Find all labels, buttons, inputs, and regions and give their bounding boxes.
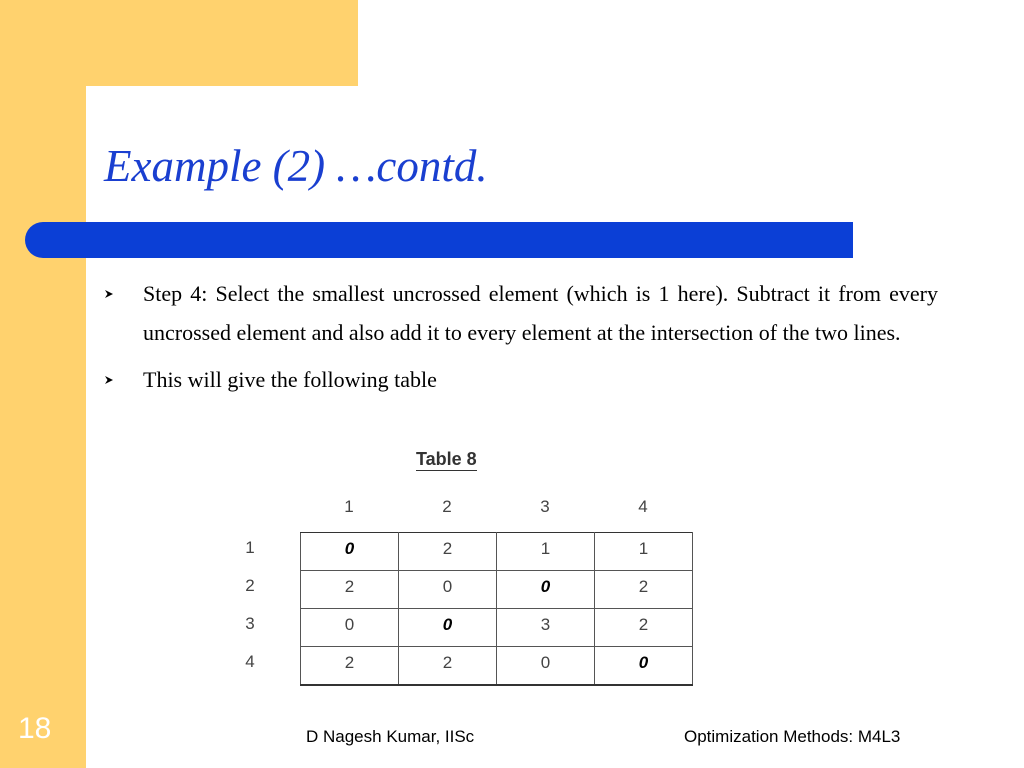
assignment-table (300, 532, 693, 686)
table-cell: 0 (399, 609, 497, 647)
bullet-text: This will give the following table (143, 367, 437, 392)
table-caption: Table 8 (416, 449, 477, 469)
row-header: 2 (245, 576, 255, 595)
slide-title: Example (2) …contd. (104, 141, 488, 191)
column-header: 4 (638, 497, 648, 516)
table-cell: 0 (497, 647, 595, 685)
footer-author: D Nagesh Kumar, IISc (306, 727, 475, 746)
footer-course: Optimization Methods: M4L3 (684, 727, 901, 746)
column-header: 3 (540, 497, 550, 516)
arrow-bullet-icon (104, 375, 114, 385)
table-cell: 2 (595, 609, 693, 647)
content-corner (86, 86, 146, 146)
table-row (301, 609, 693, 647)
bullet-item (104, 360, 938, 399)
column-header: 2 (442, 497, 452, 516)
row-header: 4 (245, 652, 255, 671)
table-row (301, 533, 693, 571)
table-cell: 0 (301, 609, 399, 647)
table-cell: 2 (301, 571, 399, 609)
table-cell: 0 (399, 571, 497, 609)
title-underline-bar (25, 222, 853, 258)
table-cell: 2 (595, 571, 693, 609)
bullet-item (104, 274, 938, 352)
table-cell: 2 (399, 533, 497, 571)
column-header: 1 (344, 497, 354, 516)
table-cell: 0 (301, 533, 399, 571)
slide-content (104, 274, 938, 399)
row-header: 3 (245, 614, 255, 633)
table-cell: 2 (399, 647, 497, 685)
left-accent-band (0, 0, 86, 768)
table-cell: 1 (497, 533, 595, 571)
table-row (301, 571, 693, 609)
top-accent-band (0, 0, 358, 86)
arrow-bullet-icon (104, 289, 114, 299)
table-cell: 1 (595, 533, 693, 571)
slide-number: 18 (18, 712, 52, 745)
table-cell: 2 (301, 647, 399, 685)
bullet-text: Step 4: Select the smallest uncrossed element (which is 1 here). Subtract it from every uncrossed element and also add it to every element at the intersection of the two lines. (143, 281, 938, 345)
table-cell: 3 (497, 609, 595, 647)
table-cell: 0 (497, 571, 595, 609)
table-cell: 0 (595, 647, 693, 685)
row-header: 1 (245, 538, 255, 557)
table-row (301, 647, 693, 685)
